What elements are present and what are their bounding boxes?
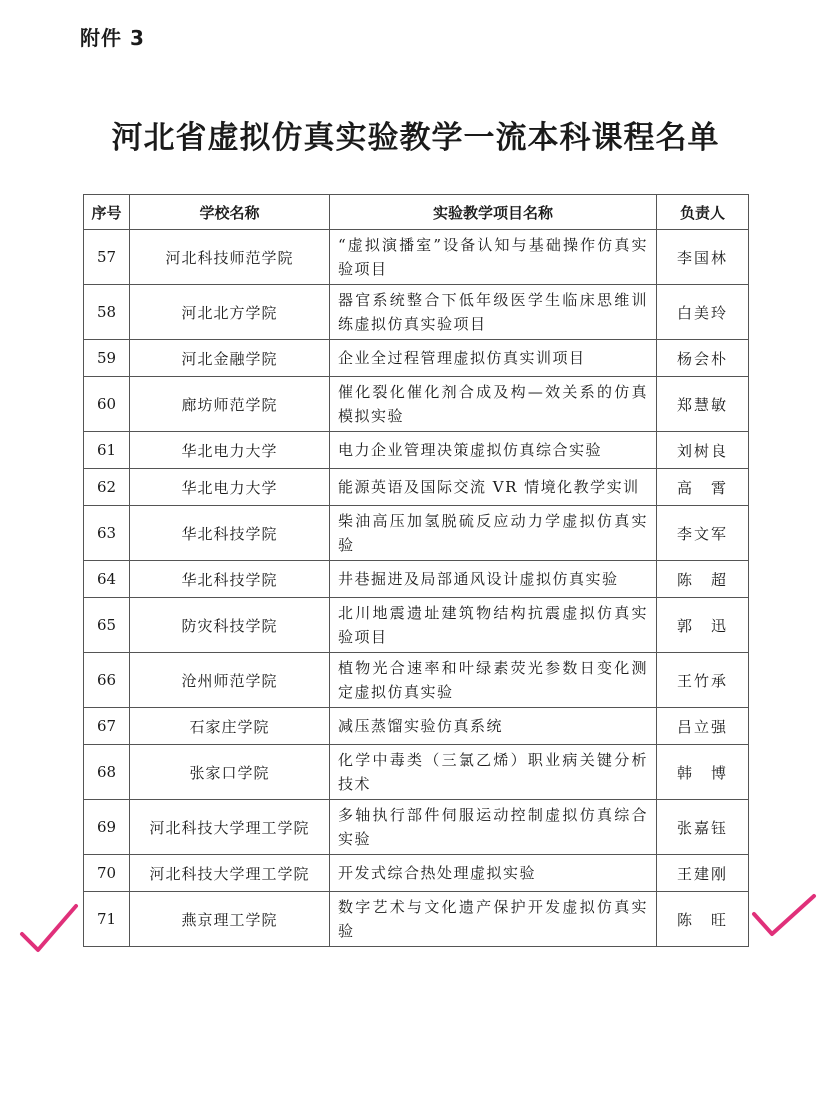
row-school-name: 防灾科技学院 — [130, 598, 330, 653]
row-project-name: 电力企业管理决策虚拟仿真综合实验 — [330, 432, 657, 469]
header-project: 实验教学项目名称 — [330, 195, 657, 230]
row-number: 66 — [84, 653, 130, 708]
row-project-name: 化学中毒类（三氯乙烯）职业病关键分析技术 — [330, 745, 657, 800]
row-project-name: “虚拟演播室”设备认知与基础操作仿真实验项目 — [330, 230, 657, 285]
header-lead: 负责人 — [657, 195, 749, 230]
row-school-name: 燕京理工学院 — [130, 892, 330, 947]
table-row — [84, 469, 749, 506]
row-school-name: 华北科技学院 — [130, 561, 330, 598]
row-lead-name: 王建刚 — [657, 855, 749, 892]
row-lead-name: 陈 旺 — [657, 892, 749, 947]
table-row — [84, 377, 749, 432]
row-number: 67 — [84, 708, 130, 745]
header-school: 学校名称 — [130, 195, 330, 230]
table-header-row — [84, 195, 749, 230]
table-row — [84, 506, 749, 561]
row-school-name: 河北科技大学理工学院 — [130, 855, 330, 892]
row-number: 69 — [84, 800, 130, 855]
row-number: 58 — [84, 285, 130, 340]
row-project-name: 器官系统整合下低年级医学生临床思维训练虚拟仿真实验项目 — [330, 285, 657, 340]
row-lead-name: 李国林 — [657, 230, 749, 285]
row-school-name: 张家口学院 — [130, 745, 330, 800]
row-project-name: 植物光合速率和叶绿素荧光参数日变化测定虚拟仿真实验 — [330, 653, 657, 708]
row-number: 64 — [84, 561, 130, 598]
table-row — [84, 855, 749, 892]
row-school-name: 华北电力大学 — [130, 469, 330, 506]
row-project-name: 柴油高压加氢脱硫反应动力学虚拟仿真实验 — [330, 506, 657, 561]
row-number: 60 — [84, 377, 130, 432]
row-school-name: 河北金融学院 — [130, 340, 330, 377]
table-row — [84, 653, 749, 708]
row-number: 68 — [84, 745, 130, 800]
row-lead-name: 刘树良 — [657, 432, 749, 469]
row-school-name: 河北北方学院 — [130, 285, 330, 340]
row-lead-name: 高 霄 — [657, 469, 749, 506]
row-number: 59 — [84, 340, 130, 377]
row-number: 70 — [84, 855, 130, 892]
attachment-label: 附件 3 — [80, 26, 145, 50]
row-lead-name: 陈 超 — [657, 561, 749, 598]
row-project-name: 数字艺术与文化遗产保护开发虚拟仿真实验 — [330, 892, 657, 947]
checkmark-left-icon — [18, 900, 82, 956]
row-school-name: 河北科技师范学院 — [130, 230, 330, 285]
row-lead-name: 杨会朴 — [657, 340, 749, 377]
table-row — [84, 745, 749, 800]
row-school-name: 石家庄学院 — [130, 708, 330, 745]
checkmark-right-stroke — [754, 896, 814, 934]
row-number: 63 — [84, 506, 130, 561]
row-school-name: 华北科技学院 — [130, 506, 330, 561]
row-number: 71 — [84, 892, 130, 947]
table-row — [84, 708, 749, 745]
row-number: 62 — [84, 469, 130, 506]
table-row — [84, 340, 749, 377]
checkmark-left-stroke — [22, 906, 76, 950]
row-number: 65 — [84, 598, 130, 653]
row-project-name: 企业全过程管理虚拟仿真实训项目 — [330, 340, 657, 377]
row-lead-name: 李文军 — [657, 506, 749, 561]
row-lead-name: 张嘉钰 — [657, 800, 749, 855]
row-school-name: 廊坊师范学院 — [130, 377, 330, 432]
document-title: 河北省虚拟仿真实验教学一流本科课程名单 — [111, 120, 720, 156]
row-project-name: 多轴执行部件伺服运动控制虚拟仿真综合实验 — [330, 800, 657, 855]
table-row — [84, 432, 749, 469]
row-number: 61 — [84, 432, 130, 469]
checkmark-right-icon — [750, 890, 820, 942]
row-lead-name: 王竹承 — [657, 653, 749, 708]
row-school-name: 沧州师范学院 — [130, 653, 330, 708]
header-number: 序号 — [84, 195, 130, 230]
row-school-name: 河北科技大学理工学院 — [130, 800, 330, 855]
row-lead-name: 白美玲 — [657, 285, 749, 340]
course-list-table — [83, 194, 749, 947]
row-lead-name: 韩 博 — [657, 745, 749, 800]
row-project-name: 能源英语及国际交流 VR 情境化教学实训 — [330, 469, 657, 506]
table-row — [84, 598, 749, 653]
row-project-name: 开发式综合热处理虚拟实验 — [330, 855, 657, 892]
row-project-name: 北川地震遗址建筑物结构抗震虚拟仿真实验项目 — [330, 598, 657, 653]
table-row — [84, 561, 749, 598]
row-school-name: 华北电力大学 — [130, 432, 330, 469]
row-lead-name: 郑慧敏 — [657, 377, 749, 432]
row-lead-name: 郭 迅 — [657, 598, 749, 653]
row-number: 57 — [84, 230, 130, 285]
row-lead-name: 吕立强 — [657, 708, 749, 745]
table-row — [84, 800, 749, 855]
row-project-name: 催化裂化催化剂合成及构—效关系的仿真模拟实验 — [330, 377, 657, 432]
row-project-name: 井巷掘进及局部通风设计虚拟仿真实验 — [330, 561, 657, 598]
table-row — [84, 230, 749, 285]
table-row — [84, 285, 749, 340]
table-row — [84, 892, 749, 947]
row-project-name: 减压蒸馏实验仿真系统 — [330, 708, 657, 745]
